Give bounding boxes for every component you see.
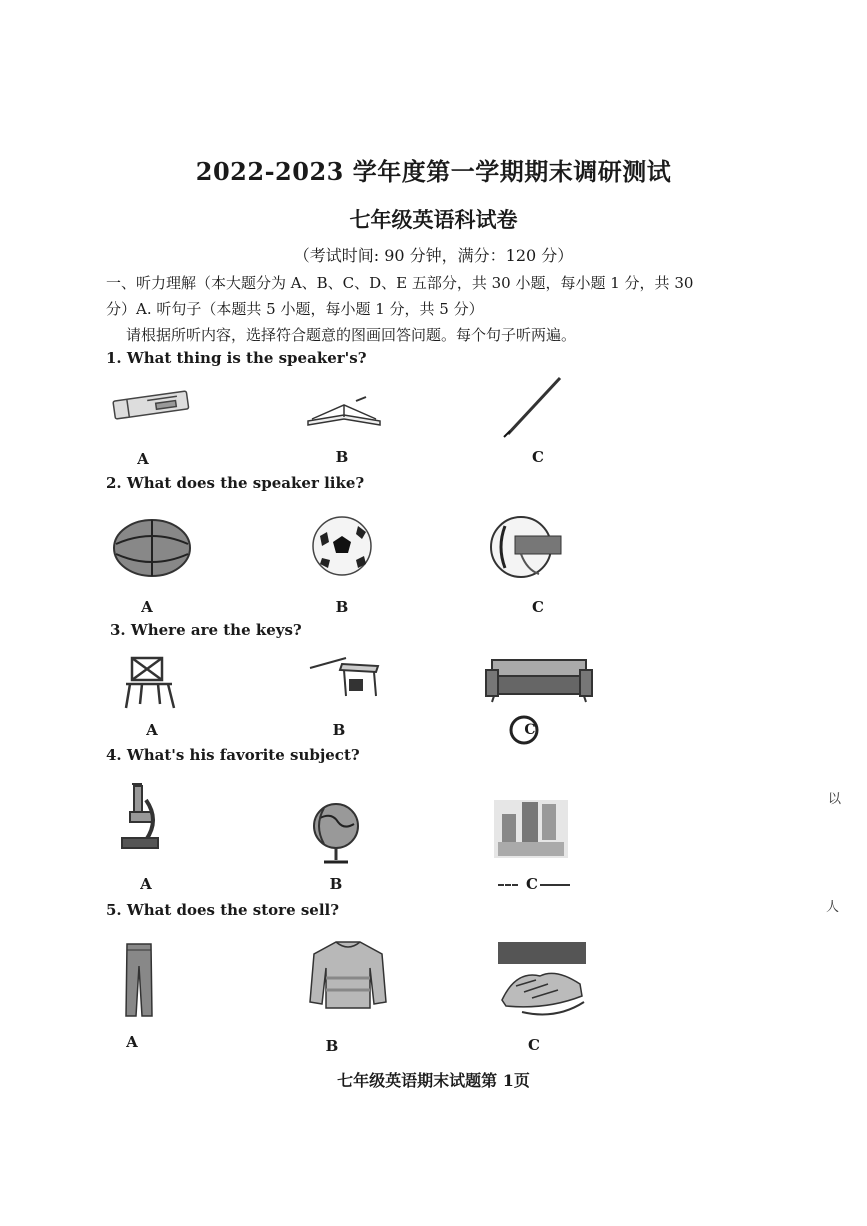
q4-option-a[interactable]: A [140,875,152,893]
q1-option-c[interactable]: C [532,448,544,466]
volleyball-icon [487,514,567,580]
microscope-icon [116,780,166,854]
q1-option-a[interactable]: A [137,450,149,468]
q4-dash-right [540,884,570,886]
q4-option-c[interactable]: C [526,875,538,893]
question-4: 4. What's his favorite subject? [106,746,360,764]
q5-option-c[interactable]: C [528,1036,540,1054]
question-2: 2. What does the speaker like? [106,474,365,492]
exam-subtitle: 七年级英语科试卷 [349,207,518,232]
q4-dash-left [498,884,518,886]
section-line-2: 分）A. 听句子（本题共 5 小题，每小题 1 分，共 5 分） [106,300,484,318]
q5-option-b[interactable]: B [325,1037,339,1055]
q3-option-c[interactable]: C [524,722,536,738]
q4-option-b[interactable]: B [329,875,343,893]
q3-option-b[interactable]: B [332,721,346,739]
question-1: 1. What thing is the speaker's? [106,349,367,367]
pencil-icon [500,374,566,440]
chair-icon [122,654,180,710]
q2-option-a[interactable]: A [141,598,153,616]
q5-option-a[interactable]: A [126,1033,138,1051]
sweater-icon [308,938,388,1012]
exam-info: （考试时间: 90 分钟，满分：120 分） [293,246,574,265]
q3-option-a[interactable]: A [146,721,158,739]
margin-mark-2: 人 [826,900,840,915]
question-3: 3. Where are the keys? [110,621,302,639]
basketball-icon [112,518,192,578]
section-instruction: 请根据所听内容，选择符合题意的图画回答问题。每个句子听两遍。 [126,326,577,344]
exam-title: 2022-2023 学年度第一学期期末调研测试 [195,157,672,186]
q2-option-c[interactable]: C [532,598,544,616]
globe-icon [308,800,364,870]
soccer-ball-icon [310,514,374,578]
shoes-icon [496,940,588,1026]
jeans-icon [124,942,154,1018]
q2-option-b[interactable]: B [335,598,349,616]
q1-option-b[interactable]: B [335,448,349,466]
question-5: 5. What does the store sell? [106,901,340,919]
section-line-1: 一、听力理解（本大题分为 A、B、C、D、E 五部分，共 30 小题，每小题 1 分，共 30 [106,274,694,292]
pencil-case-icon [108,386,194,426]
open-book-icon [304,395,384,431]
margin-mark-1: 以 [828,792,842,807]
art-supplies-icon [492,798,570,860]
desk-icon [306,654,382,700]
page-footer: 七年级英语期末试题第 1页 [337,1071,530,1090]
